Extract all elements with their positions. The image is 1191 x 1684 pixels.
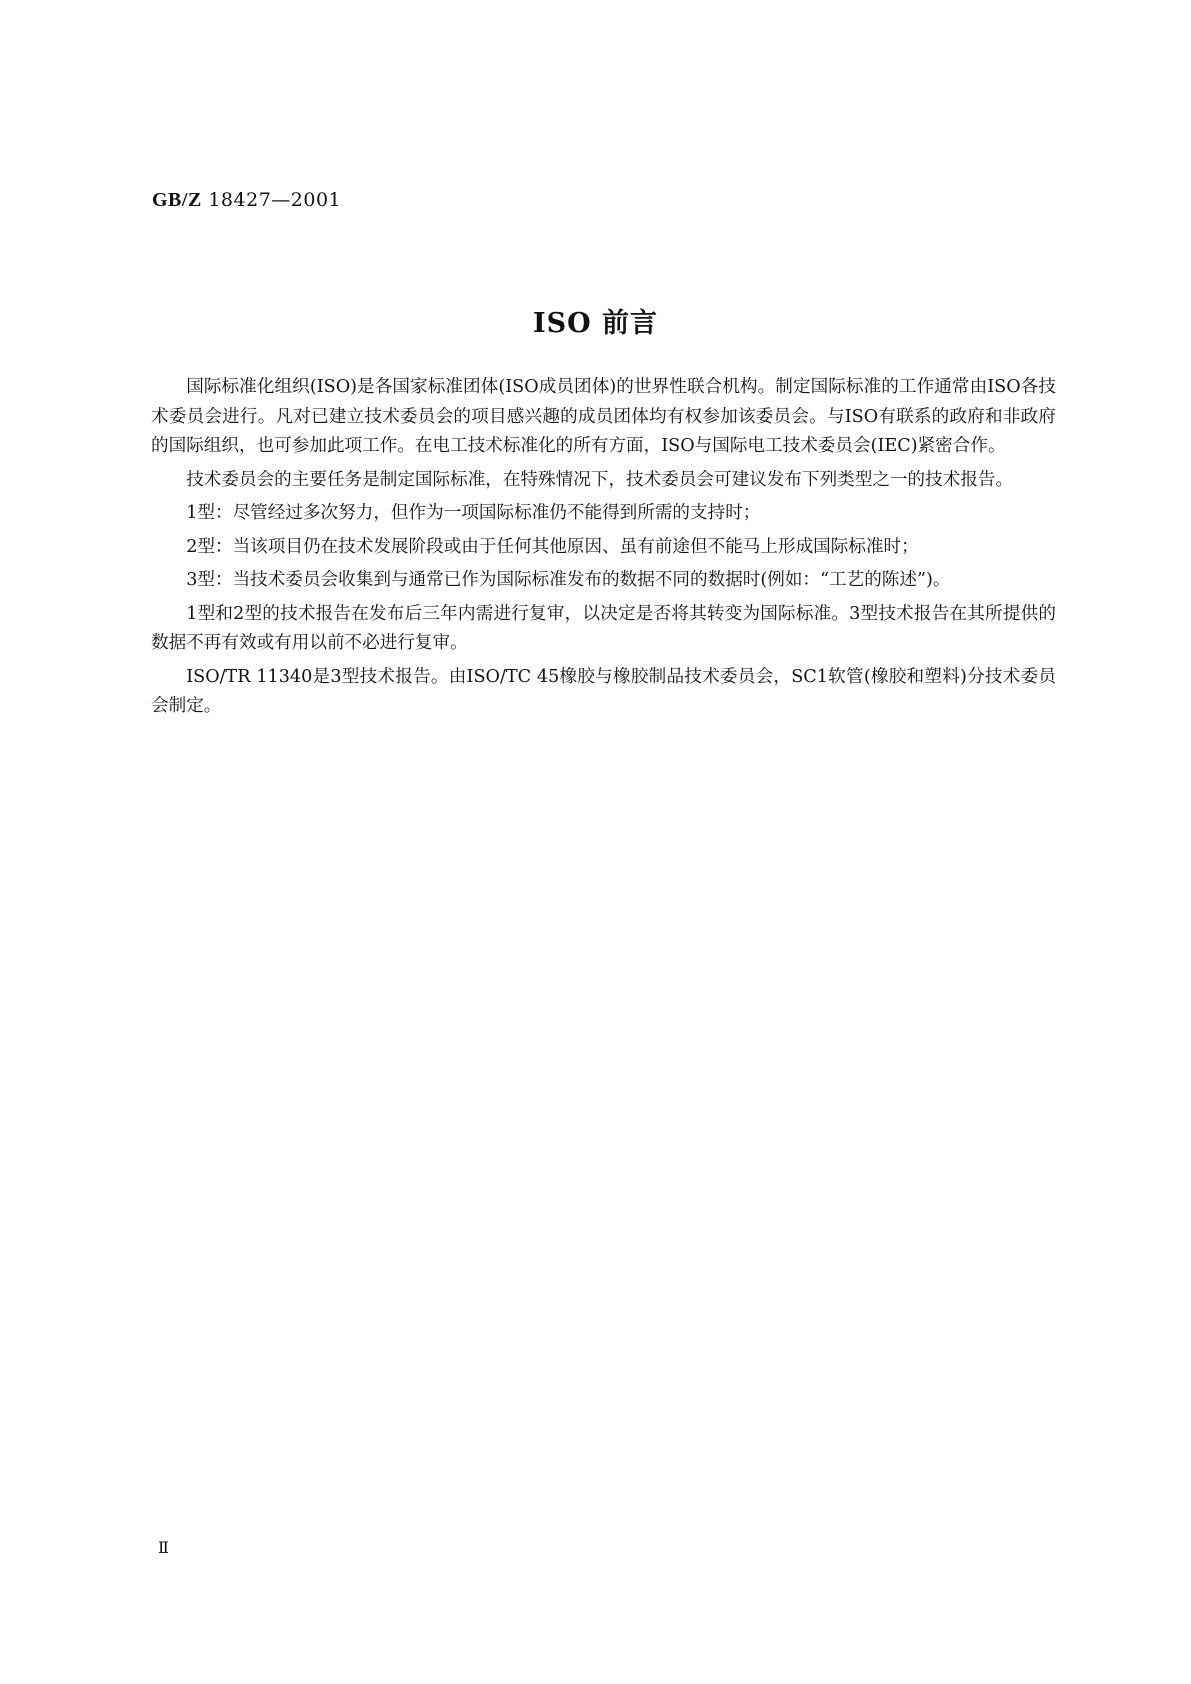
document-code-prefix: GB/Z <box>152 189 202 211</box>
paragraph: 1型：尽管经过多次努力，但作为一项国际标准仍不能得到所需的支持时； <box>186 503 761 523</box>
foreword-body <box>151 373 1056 726</box>
paragraph: 3型：当技术委员会收集到与通常已作为国际标准发布的数据不同的数据时(例如：“工艺的陈述”)。 <box>186 570 951 590</box>
document-code-number: 18427—2001 <box>201 189 342 211</box>
paragraph: 1型和2型的技术报告在发布后三年内需进行复审，以决定是否将其转变为国际标准。3型技术报告在其所提供的数据不再有效或有用以前不必进行复审。 <box>151 603 1056 653</box>
page-title: ISO 前言 <box>532 308 659 339</box>
paragraph: 技术委员会的主要任务是制定国际标准，在特殊情况下，技术委员会可建议发布下列类型之一的技术报告。 <box>186 469 1014 490</box>
document-code <box>152 186 341 214</box>
paragraph: 国际标准化组织(ISO)是各国家标准团体(ISO成员团体)的世界性联合机构。制定国际标准的工作通常由ISO各技术委员会进行。凡对已建立技术委员会的项目感兴趣的成员团体均有权参加该委员会。与ISO有联系的政府和非政府的国际组织，也可参加此项工作。在电工技术标准化的所有方面，ISO与国际电工技术委员会(IEC)紧密合作。 <box>151 377 1056 456</box>
paragraph: 2型：当该项目仍在技术发展阶段或由于任何其他原因、虽有前途但不能马上形成国际标准时； <box>186 536 919 557</box>
paragraph: ISO/TR 11340是3型技术报告。由ISO/TC 45橡胶与橡胶制品技术委员会，SC1软管(橡胶和塑料)分技术委员会制定。 <box>151 666 1056 716</box>
page-number: Ⅱ <box>158 1540 169 1557</box>
